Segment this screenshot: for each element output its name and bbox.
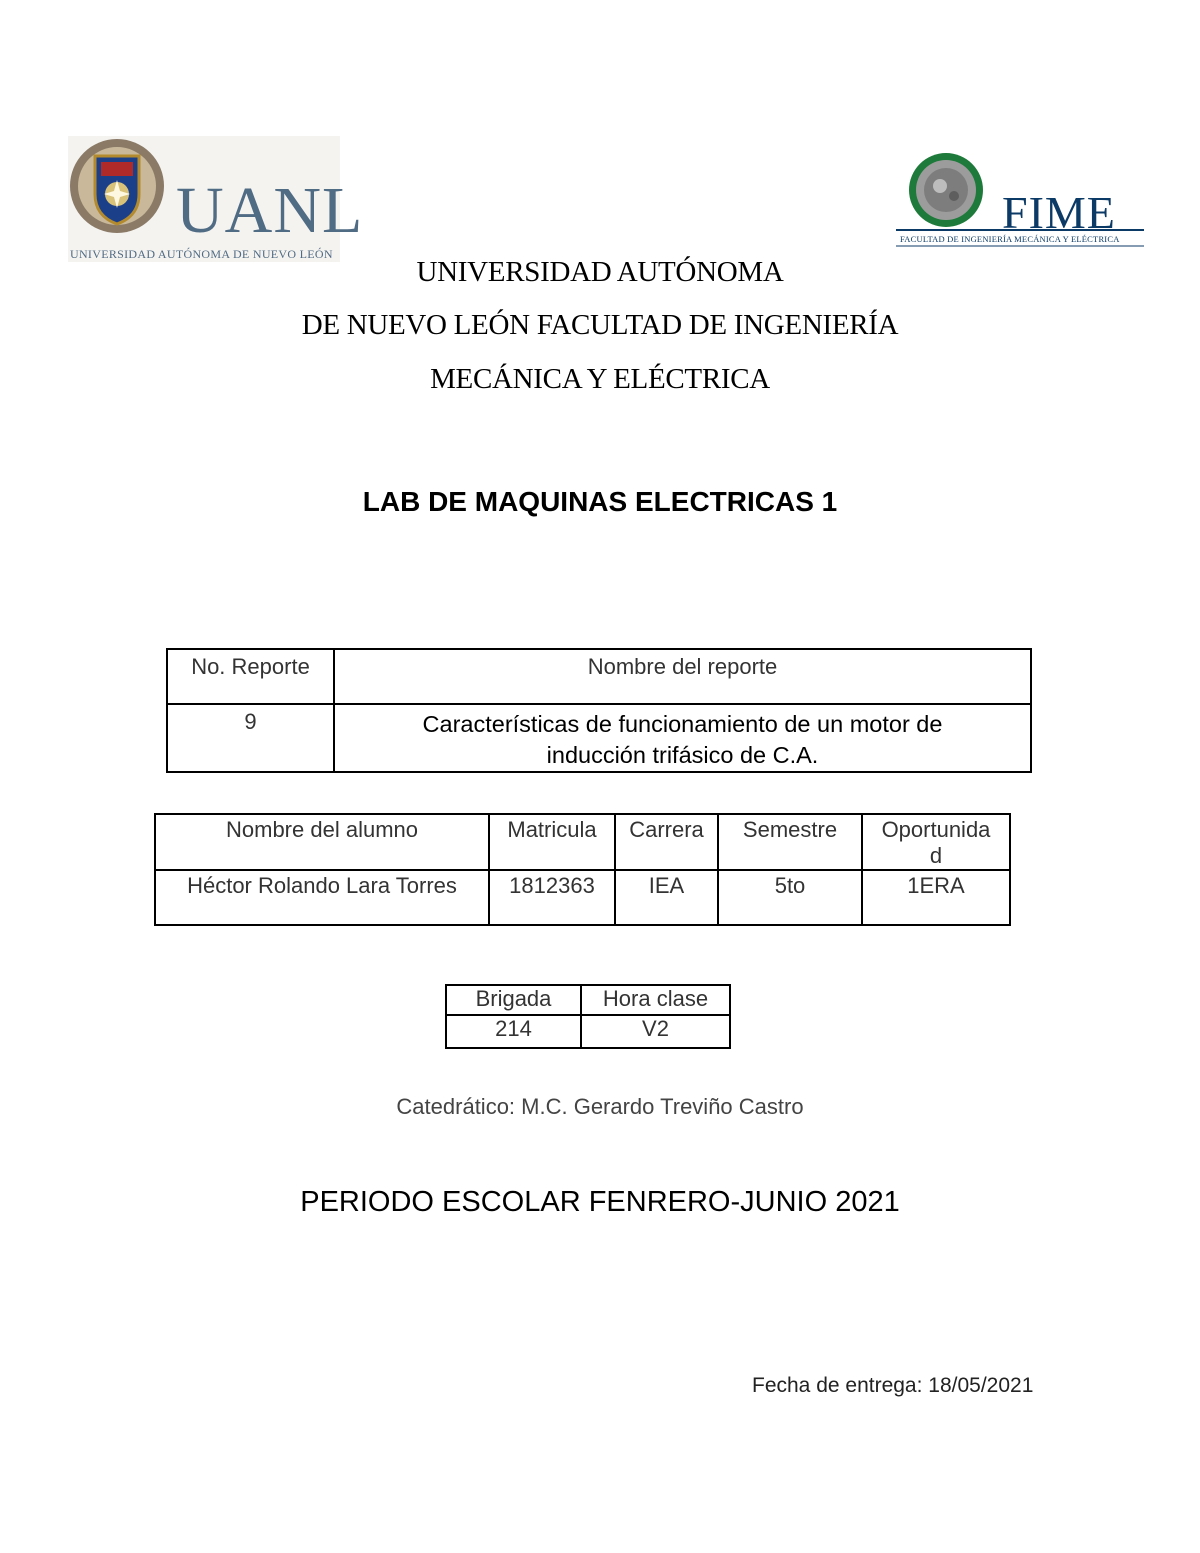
report-name-header: Nombre del reporte [334, 649, 1031, 704]
brigade-table [445, 984, 731, 1049]
fecha-entrega: Fecha de entrega: 18/05/2021 [752, 1374, 1034, 1397]
report-number-header: No. Reporte [167, 649, 334, 704]
carrera-header: Carrera [615, 814, 718, 870]
oportunidad-value: 1ERA [862, 870, 1010, 925]
semestre-header: Semestre [718, 814, 862, 870]
catedratico: Catedrático: M.C. Gerardo Treviño Castro [396, 1094, 804, 1119]
fime-subtitle: FACULTAD DE INGENIERÍA MECÁNICA Y ELÉCTRICA [900, 234, 1120, 244]
report-title-line-2: inducción trifásico de C.A. [546, 742, 819, 768]
student-table [154, 813, 1011, 926]
brigada-header: Brigada [446, 985, 581, 1015]
fime-wordmark: FIME [1002, 187, 1116, 238]
brigada-value: 214 [446, 1015, 581, 1048]
matricula-value: 1812363 [489, 870, 615, 925]
oportunidad-header-line-1: Oportunida [881, 817, 991, 842]
matricula-header: Matricula [489, 814, 615, 870]
carrera-value: IEA [615, 870, 718, 925]
report-table [166, 648, 1032, 773]
hora-clase-header: Hora clase [581, 985, 730, 1015]
university-name-line-3: MECÁNICA Y ELÉCTRICA [430, 363, 770, 395]
university-name-line-1: UNIVERSIDAD AUTÓNOMA [416, 256, 784, 288]
periodo-escolar: PERIODO ESCOLAR FENRERO-JUNIO 2021 [300, 1186, 900, 1218]
hora-clase-value: V2 [581, 1015, 730, 1048]
report-title [334, 704, 1031, 772]
report-number-value: 9 [167, 704, 334, 772]
uanl-subtitle: UNIVERSIDAD AUTÓNOMA DE NUEVO LEÓN [70, 247, 333, 261]
semestre-value: 5to [718, 870, 862, 925]
university-name-line-2: DE NUEVO LEÓN FACULTAD DE INGENIERÍA [301, 309, 899, 341]
uanl-wordmark: UANL [176, 174, 364, 247]
student-name-value: Héctor Rolando Lara Torres [155, 870, 489, 925]
oportunidad-header [862, 814, 1010, 870]
lab-title: LAB DE MAQUINAS ELECTRICAS 1 [362, 486, 838, 517]
report-title-line-1: Características de funcionamiento de un motor de [422, 711, 943, 737]
oportunidad-header-line-2: d [929, 843, 943, 868]
student-name-header: Nombre del alumno [155, 814, 489, 870]
